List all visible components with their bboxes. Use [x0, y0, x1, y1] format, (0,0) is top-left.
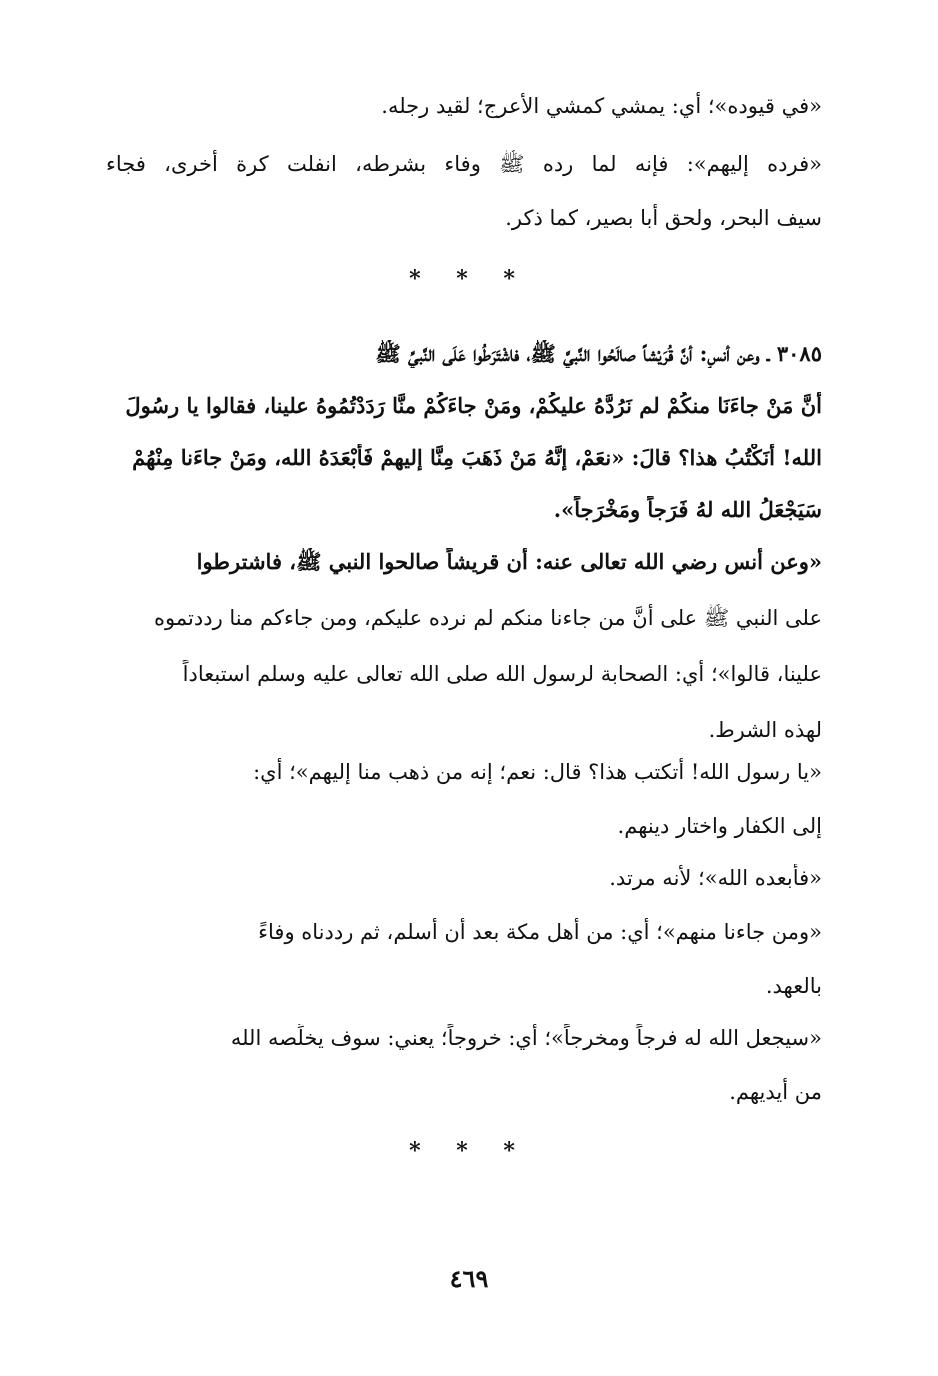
paragraph-faraddahu — [106, 150, 822, 232]
text-line: الله! أنَكْتُبُ هذا؟ قالَ: «نعَمْ، إنَّهُ مَنْ ذَهَبَ مِنَّا إليهمْ فَأَبْعَدَهُ الله، ومَنْ جاءَنا مِنْهُمْ — [132, 445, 822, 470]
commentary-ya-rasulallah — [106, 758, 822, 840]
commentary-faabadahu — [106, 864, 822, 892]
text-line: علينا، قالوا»؛ أي: الصحابة لرسول الله صلى الله تعالى عليه وسلم استبعاداً — [182, 662, 822, 686]
hadith-3085 — [106, 340, 822, 524]
text-line: «فرده إليهم»: فإنه لما رده ﷺ وفاء بشرطه، انفلت كرة أخرى، فجاء — [106, 152, 822, 176]
text-line: من أيديهم. — [729, 1080, 822, 1104]
text-line: على النبي ﷺ على أنَّ من جاءنا منكم لم نرده عليكم، ومن جاءكم منا رددتموه — [154, 606, 822, 630]
commentary-anas — [106, 548, 822, 744]
text-line: «سيجعل الله له فرجاً ومخرجاً»؛ أي: خروجاً؛ يعني: سوف يخلِّصه الله — [230, 1026, 822, 1050]
paragraph-fi-quyudih — [106, 92, 822, 120]
text-line: أنَّ مَنْ جاءَنَا منكُمْ لم نَرُدَّهُ عليكُمْ، ومَنْ جاءَكُمْ منَّا رَدَدْتُمُوهُ علينا، فقالوا يا رسُولَ — [125, 393, 822, 418]
commentary-sayajal — [106, 1024, 822, 1106]
commentary-wa-man-jaana — [106, 918, 822, 1000]
text-line: سيف البحر، ولحق أبا بصير، كما ذكر. — [505, 206, 822, 230]
text-line: بالعهد. — [765, 974, 822, 998]
text-line: «ومن جاءنا منهم»؛ أي: من أهل مكة بعد أن أسلم، ثم رددناه وفاءً — [258, 920, 822, 944]
section-separator: * * * — [409, 1138, 529, 1164]
text-line: «يا رسول الله! أتكتب هذا؟ قال: نعم؛ إنه من ذهب منا إليهم»؛ أي: — [253, 760, 822, 784]
section-separator: * * * — [409, 266, 529, 292]
text-line: سَيَجْعَلُ الله لهُ فَرَجاً ومَخْرَجاً». — [553, 497, 822, 522]
text-line: «فأبعده الله»؛ لأنه مرتد. — [609, 866, 822, 890]
text-line: ٣٠٨٥ ـ وعن أنسٍ: أنَّ قُرَيْشاً صالَحُوا النَّبيَّ ﷺ، فاشْتَرَطُوا عَلَى النَّبيِّ ﷺ — [375, 341, 822, 366]
text-line: «وعن أنس رضي الله تعالى عنه: أن قريشاً صالحوا النبي ﷺ، فاشترطوا — [196, 549, 822, 574]
text-line: إلى الكفار واختار دينهم. — [617, 814, 822, 838]
text-line: لهذه الشرط. — [708, 718, 822, 742]
text-line: «في قيوده»؛ أي: يمشي كمشي الأعرج؛ لقيد رجله. — [381, 94, 822, 118]
page-number: ٤٦٩ — [449, 1264, 489, 1293]
